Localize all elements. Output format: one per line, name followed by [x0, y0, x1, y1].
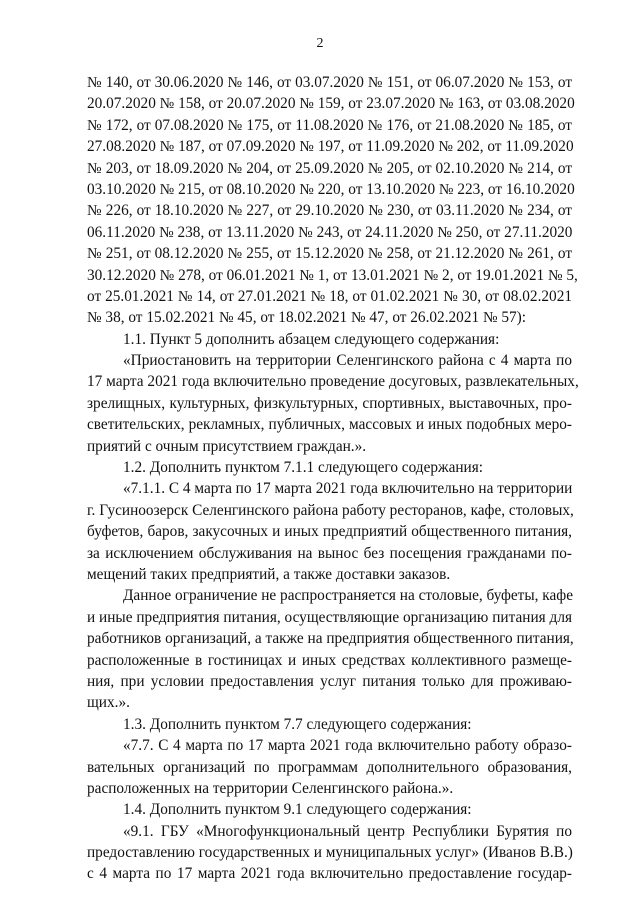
text-line: с 4 марта по 17 марта 2021 года включительно предоставление государ-: [87, 865, 572, 883]
text-line: светительских, рекламных, публичных, массовых и иных подобных меро-: [87, 416, 572, 434]
text-line: 06.11.2020 № 238, от 13.11.2020 № 243, от 24.11.2020 № 250, от 27.11.2020: [87, 223, 573, 241]
text-line: вательных организаций по программам дополнительного образования,: [87, 758, 572, 776]
text-line: приятий с очным присутствием граждан.».: [87, 437, 367, 455]
document-body: [87, 72, 579, 885]
text-line: № 140, от 30.06.2020 № 146, от 03.07.2020 № 151, от 06.07.2020 № 153, от: [87, 74, 572, 91]
text-line: ния, при условии предоставления услуг питания только для проживаю-: [87, 672, 572, 690]
text-line: 17 марта 2021 года включительно проведение досуговых, развлекательных,: [87, 373, 579, 391]
text-line: расположенных на территории Селенгинского района.».: [87, 779, 454, 797]
text-line: от 25.01.2021 № 14, от 27.01.2021 № 18, от 01.02.2021 № 30, от 08.02.2021: [87, 287, 572, 305]
text-line: 03.10.2020 № 215, от 08.10.2020 № 220, от 13.10.2020 № 223, от 16.10.2020: [87, 180, 575, 198]
text-line: и иные предприятия питания, осуществляющие организацию питания для: [87, 608, 572, 626]
text-line: расположенные в гостиницах и иных средствах коллективного размеще-: [87, 651, 572, 669]
text-line: № 203, от 18.09.2020 № 204, от 25.09.2020 № 205, от 02.10.2020 № 214, от: [87, 159, 572, 177]
text-line: № 172, от 07.08.2020 № 175, от 11.08.2020 № 176, от 21.08.2020 № 185, от: [87, 116, 572, 134]
text-line: предоставлению государственных и муниципальных услуг» (Иванов В.В.): [87, 844, 573, 862]
text-line: № 38, от 15.02.2021 № 45, от 18.02.2021 № 47, от 26.02.2021 № 57):: [87, 309, 527, 327]
text-line: работников организаций, а также на предприятия общественного питания,: [87, 630, 574, 648]
text-line: 27.08.2020 № 187, от 07.09.2020 № 197, от 11.09.2020 № 202, от 11.09.2020: [87, 138, 574, 156]
text-line: 1.2. Дополнить пунктом 7.1.1 следующего содержания:: [123, 459, 484, 477]
text-line: зрелищных, культурных, физкультурных, спортивных, выставочных, про-: [87, 394, 572, 412]
text-line: 1.3. Дополнить пунктом 7.7 следующего содержания:: [123, 715, 472, 733]
text-line: за исключением обслуживания на вынос без посещения гражданами по-: [87, 544, 572, 562]
text-line: № 226, от 18.10.2020 № 227, от 29.10.2020 № 230, от 03.11.2020 № 234, от: [87, 202, 572, 220]
text-line: «Приостановить на территории Селенгинского района с 4 марта по: [123, 352, 572, 370]
text-line: 1.1. Пункт 5 дополнить абзацем следующего содержания:: [123, 330, 500, 348]
text-line: щих.».: [87, 694, 130, 712]
text-line: 1.4. Дополнить пунктом 9.1 следующего содержания:: [123, 801, 472, 819]
text-line: 30.12.2020 № 278, от 06.01.2021 № 1, от 13.01.2021 № 2, от 19.01.2021 № 5,: [87, 266, 578, 284]
page-number: 2: [316, 36, 324, 51]
text-line: Данное ограничение не распространяется на столовые, буфеты, кафе: [123, 587, 573, 605]
text-line: мещений таких предприятий, а также доставки заказов.: [87, 565, 451, 583]
text-line: 20.07.2020 № 158, от 20.07.2020 № 159, от 23.07.2020 № 163, от 03.08.2020: [87, 95, 575, 113]
text-line: «9.1. ГБУ «Многофункциональный центр Республики Бурятия по: [123, 822, 572, 840]
text-line: «7.1.1. С 4 марта по 17 марта 2021 года включительно на территории: [123, 480, 573, 498]
text-line: № 251, от 08.12.2020 № 255, от 15.12.2020 № 258, от 21.12.2020 № 261, от: [87, 245, 572, 263]
text-line: буфетов, баров, закусочных и иных предприятий общественного питания,: [87, 523, 572, 541]
text-line: г. Гусиноозерск Селенгинского района работу ресторанов, кафе, столовых,: [87, 501, 574, 519]
text-line: «7.7. С 4 марта по 17 марта 2021 года включительно работу образо-: [123, 737, 572, 755]
